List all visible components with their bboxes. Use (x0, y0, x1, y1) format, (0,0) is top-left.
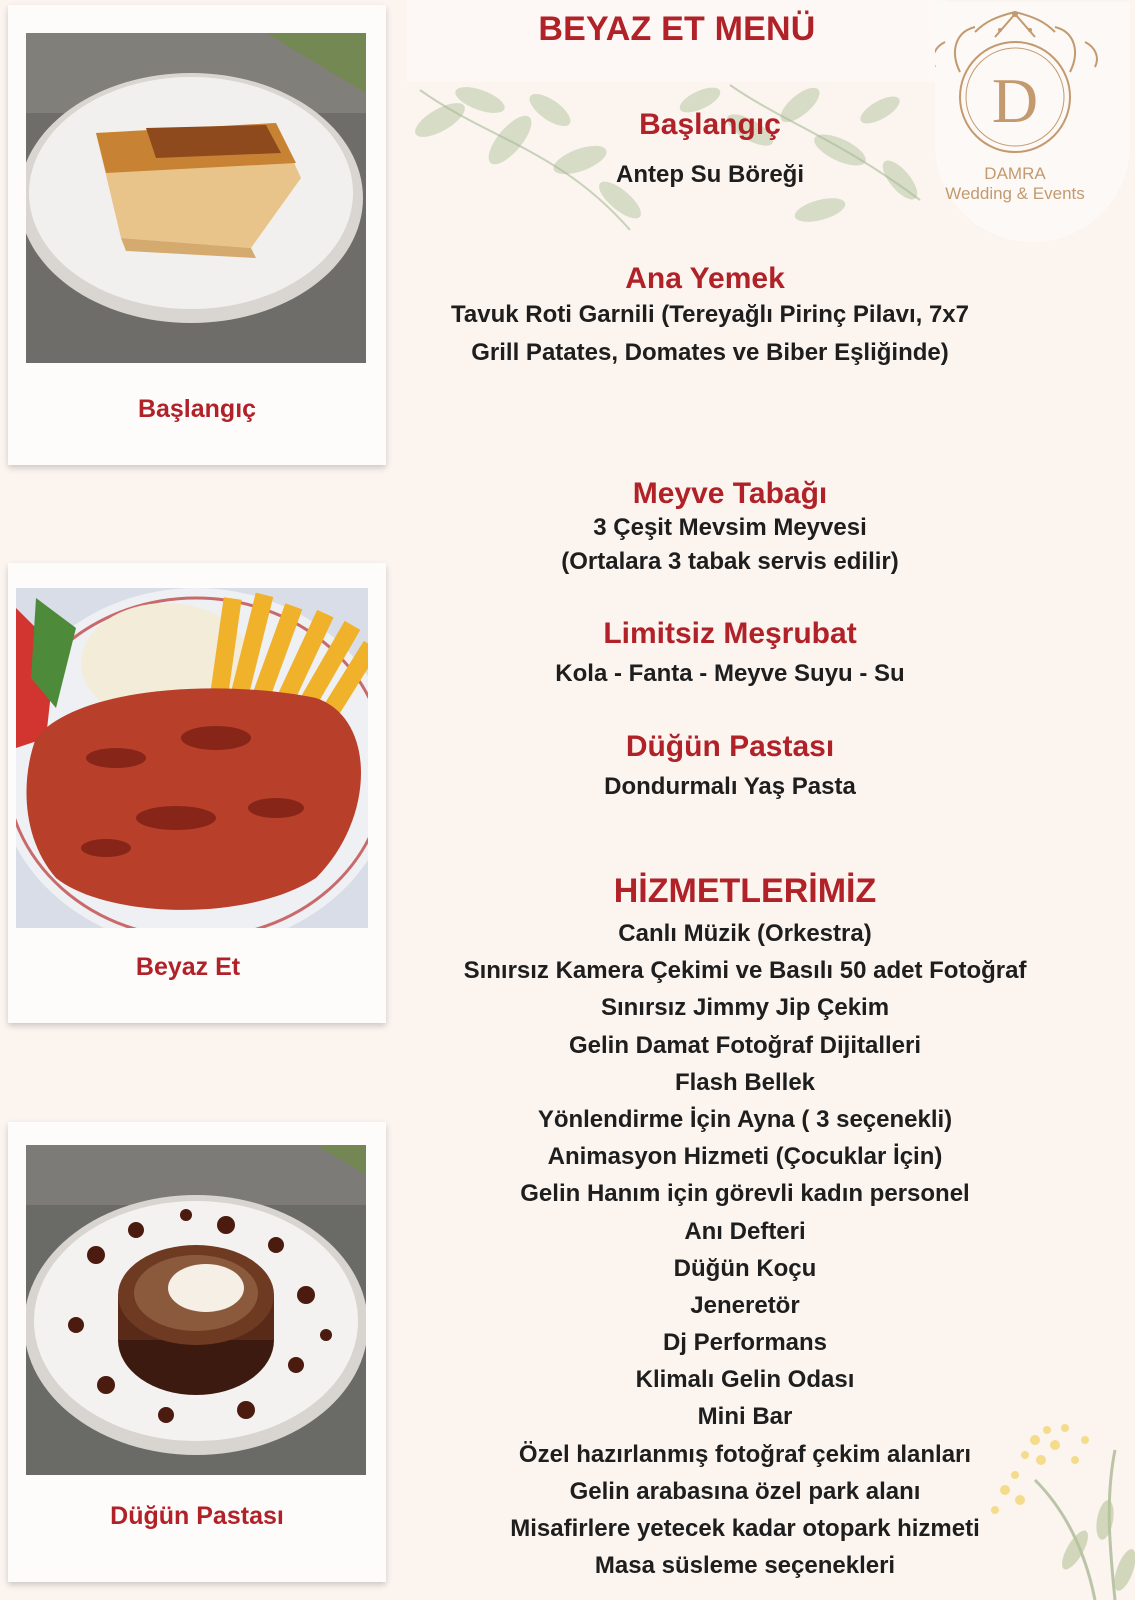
main-course-line-1: Tavuk Roti Garnili (Tereyağlı Pirinç Pilavı, 7x7 (451, 301, 969, 328)
page-title: BEYAZ ET MENÜ (538, 10, 816, 48)
photo-card-white-meat (8, 563, 386, 1023)
drinks-heading: Limitsiz Meşrubat (603, 617, 857, 650)
service-item: Düğün Koçu (673, 1254, 817, 1282)
service-item: Klimalı Gelin Odası (635, 1366, 855, 1394)
service-item: Animasyon Hizmeti (Çocuklar İçin) (547, 1143, 943, 1171)
service-item: Flash Bellek (674, 1068, 816, 1096)
menu-fruit (430, 477, 1030, 579)
logo-letter: D (991, 65, 1039, 136)
service-item: Gelin Damat Fotoğraf Dijitalleri (568, 1031, 922, 1059)
services-list (430, 915, 1060, 1584)
starter-item: Antep Su Böreği (615, 161, 804, 188)
drinks-line: Kola - Fanta - Meyve Suyu - Su (555, 660, 905, 687)
main-course-line-2: Grill Patates, Domates ve Biber Eşliğinde) (471, 339, 949, 366)
logo-brand-name: DAMRA (984, 164, 1046, 183)
photo-card-cake (8, 1122, 386, 1582)
service-item: Sınırsız Kamera Çekimi ve Basılı 50 adet Fotoğraf (463, 957, 1027, 985)
card-caption-white-meat: Beyaz Et (135, 953, 241, 981)
card-caption-cake: Düğün Pastası (110, 1502, 284, 1530)
su-boregi-photo (26, 33, 366, 363)
fruit-heading: Meyve Tabağı (632, 477, 828, 510)
service-item: Gelin arabasına özel park alanı (569, 1477, 921, 1505)
service-item: Dj Performans (662, 1329, 828, 1357)
monogram-crest-icon (935, 2, 1130, 242)
services-heading-wrap (430, 872, 1060, 911)
photo-card-starter (8, 5, 386, 465)
menu-drinks (430, 617, 1030, 693)
card-caption-starter: Başlangıç (137, 395, 257, 423)
service-item: Jeneretör (690, 1291, 800, 1319)
main-course-heading: Ana Yemek (625, 262, 785, 295)
cake-slice-photo (26, 1145, 366, 1475)
fruit-line-1: 3 Çeşit Mevsim Meyvesi (593, 514, 867, 541)
menu-starter (500, 108, 920, 194)
cake-heading: Düğün Pastası (625, 730, 835, 763)
menu-cake (430, 730, 1030, 806)
service-item: Anı Defteri (684, 1217, 806, 1245)
service-item: Sınırsız Jimmy Jip Çekim (600, 994, 890, 1022)
service-item: Masa süsleme seçenekleri (594, 1552, 896, 1580)
service-item: Özel hazırlanmış fotoğraf çekim alanları (518, 1440, 972, 1468)
chicken-plate-photo (16, 588, 368, 928)
starter-heading: Başlangıç (639, 108, 781, 141)
service-item: Misafirlere yetecek kadar otopark hizmeti (510, 1515, 980, 1542)
menu-main-course (410, 262, 1010, 372)
service-item: Yönlendirme İçin Ayna ( 3 seçenekli) (537, 1105, 953, 1133)
logo-tagline: Wedding & Events (945, 184, 1085, 203)
cake-line: Dondurmalı Yaş Pasta (604, 773, 856, 800)
services-heading: HİZMETLERİMİZ (613, 872, 877, 910)
service-item: Mini Bar (697, 1403, 793, 1431)
service-item: Canlı Müzik (Orkestra) (618, 920, 872, 947)
brand-logo (935, 2, 1130, 242)
service-item: Gelin Hanım için görevli kadın personel (520, 1180, 970, 1208)
fruit-line-2: (Ortalara 3 tabak servis edilir) (561, 548, 899, 575)
